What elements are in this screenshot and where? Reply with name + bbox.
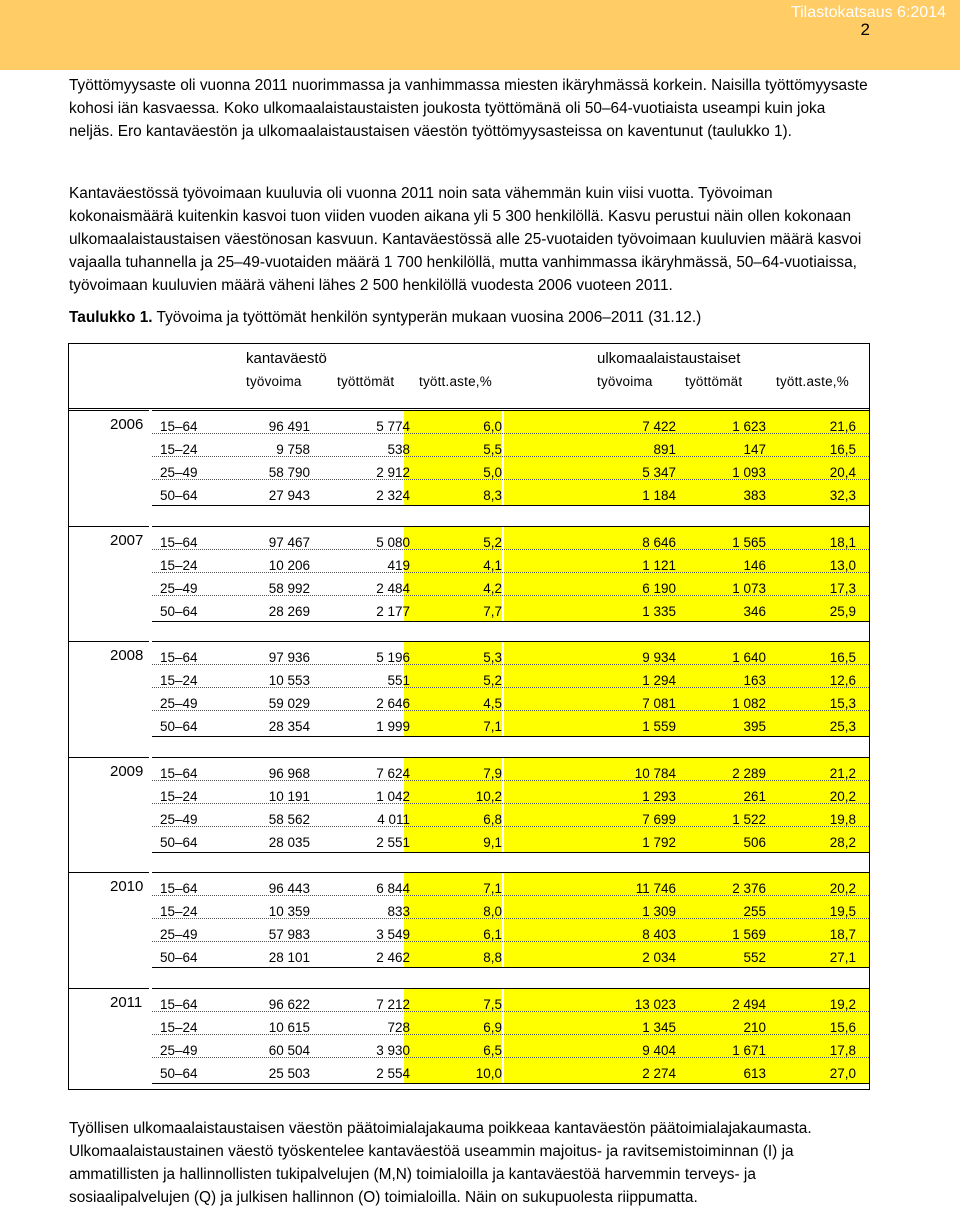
native-unemployed: 7 624 <box>376 766 410 781</box>
foreign-labour-force: 1 121 <box>642 558 676 573</box>
foreign-unemployed: 552 <box>743 950 766 965</box>
foreign-unemployed: 1 093 <box>732 465 766 480</box>
native-unemployed: 2 554 <box>376 1066 410 1081</box>
foreign-labour-force: 1 559 <box>642 719 676 734</box>
foreign-rate: 18,1 <box>829 535 856 550</box>
native-labour-force: 27 943 <box>268 488 310 503</box>
year-rule <box>69 988 149 989</box>
table-caption-text: Työvoima ja työttömät henkilön syntyperän mukaan vuosina 2006–2011 (31.12.) <box>156 309 702 326</box>
foreign-unemployed: 1 082 <box>732 696 766 711</box>
native-unemployed: 728 <box>387 1020 410 1035</box>
foreign-labour-force: 8 646 <box>642 535 676 550</box>
foreign-rate: 20,2 <box>829 789 856 804</box>
foreign-labour-force: 11 746 <box>635 881 676 896</box>
foreign-unemployed: 613 <box>743 1066 766 1081</box>
foreign-rate: 19,5 <box>829 904 856 919</box>
col-header-rate: tyött.aste,% <box>776 374 849 389</box>
foreign-unemployed: 1 522 <box>732 812 766 827</box>
native-labour-force: 96 443 <box>268 881 310 896</box>
year-rule <box>69 757 149 758</box>
foreign-rate: 12,6 <box>829 673 856 688</box>
foreign-unemployed: 1 640 <box>732 650 766 665</box>
year-rule <box>69 641 149 642</box>
native-unemployed: 2 324 <box>376 488 410 503</box>
foreign-labour-force: 9 404 <box>642 1043 676 1058</box>
age-group: 25–49 <box>160 812 198 827</box>
foreign-labour-force: 7 081 <box>642 696 676 711</box>
native-labour-force: 9 758 <box>276 442 310 457</box>
native-rate: 5,2 <box>483 673 502 688</box>
foreign-rate: 17,8 <box>829 1043 856 1058</box>
native-rate: 10,0 <box>475 1066 502 1081</box>
foreign-rate: 27,1 <box>829 950 856 965</box>
header-rule <box>69 408 869 409</box>
foreign-labour-force: 1 345 <box>642 1020 676 1035</box>
age-group: 15–24 <box>160 1020 198 1035</box>
foreign-rate: 19,2 <box>829 997 856 1012</box>
age-group: 50–64 <box>160 488 198 503</box>
native-rate: 8,3 <box>483 488 502 503</box>
age-group: 15–24 <box>160 558 198 573</box>
native-labour-force: 58 790 <box>268 465 310 480</box>
native-rate: 7,5 <box>483 997 502 1012</box>
foreign-rate: 27,0 <box>829 1066 856 1081</box>
age-group: 25–49 <box>160 465 198 480</box>
year-block-top-rule <box>152 410 869 411</box>
foreign-labour-force: 6 190 <box>642 581 676 596</box>
native-rate: 7,1 <box>483 719 502 734</box>
year-label: 2007 <box>110 532 144 549</box>
age-group: 15–24 <box>160 442 198 457</box>
foreign-unemployed: 506 <box>743 835 766 850</box>
foreign-rate: 16,5 <box>829 650 856 665</box>
table-caption <box>69 306 701 330</box>
foreign-labour-force: 8 403 <box>642 927 676 942</box>
native-unemployed: 5 080 <box>376 535 410 550</box>
native-labour-force: 10 359 <box>268 904 310 919</box>
group-header-native: kantaväestö <box>246 350 327 367</box>
foreign-unemployed: 210 <box>743 1020 766 1035</box>
native-labour-force: 57 983 <box>268 927 310 942</box>
foreign-labour-force: 1 309 <box>642 904 676 919</box>
year-block-bottom-rule <box>152 505 869 506</box>
age-group: 25–49 <box>160 696 198 711</box>
year-block-bottom-rule <box>152 852 869 853</box>
native-unemployed: 2 462 <box>376 950 410 965</box>
age-group: 50–64 <box>160 1066 198 1081</box>
native-labour-force: 96 491 <box>268 419 310 434</box>
foreign-labour-force: 2 274 <box>642 1066 676 1081</box>
foreign-rate: 17,3 <box>829 581 856 596</box>
foreign-unemployed: 1 569 <box>732 927 766 942</box>
native-unemployed: 3 549 <box>376 927 410 942</box>
foreign-labour-force: 1 294 <box>642 673 676 688</box>
age-group: 15–64 <box>160 419 198 434</box>
foreign-rate: 21,6 <box>829 419 856 434</box>
age-group: 25–49 <box>160 581 198 596</box>
foreign-unemployed: 1 073 <box>732 581 766 596</box>
age-group: 25–49 <box>160 927 198 942</box>
foreign-rate: 19,8 <box>829 812 856 827</box>
native-unemployed: 1 999 <box>376 719 410 734</box>
native-unemployed: 7 212 <box>376 997 410 1012</box>
native-rate: 5,3 <box>483 650 502 665</box>
native-rate: 6,5 <box>483 1043 502 1058</box>
native-labour-force: 59 029 <box>268 696 310 711</box>
native-unemployed: 2 484 <box>376 581 410 596</box>
age-group: 15–64 <box>160 997 198 1012</box>
native-labour-force: 28 101 <box>268 950 310 965</box>
foreign-rate: 20,4 <box>829 465 856 480</box>
age-group: 50–64 <box>160 719 198 734</box>
foreign-unemployed: 395 <box>743 719 766 734</box>
native-unemployed: 419 <box>387 558 410 573</box>
foreign-labour-force: 1 293 <box>642 789 676 804</box>
age-group: 15–64 <box>160 650 198 665</box>
native-rate: 7,1 <box>483 881 502 896</box>
foreign-labour-force: 2 034 <box>642 950 676 965</box>
native-labour-force: 25 503 <box>268 1066 310 1081</box>
native-unemployed: 5 196 <box>376 650 410 665</box>
paragraph-intro: Työttömyysaste oli vuonna 2011 nuorimmassa ja vanhimmassa miesten ikäryhmässä korkein. Naisilla työttömyysaste kohosi iän kasvaessa. Koko ulkomaalaistaustaisten joukosta työttömänä oli 50–64-vuotiaista useampi kuin joka neljäs. Ero kantaväestön ja ulkomaalaistaustaisen väestön työttömyysasteissa on kaventunut (taulukko 1). <box>69 77 868 140</box>
year-block-bottom-rule <box>152 736 869 737</box>
year-block-bottom-rule <box>152 621 869 622</box>
age-group: 15–64 <box>160 766 198 781</box>
foreign-unemployed: 1 565 <box>732 535 766 550</box>
native-labour-force: 10 191 <box>268 789 310 804</box>
col-header-labour-force: työvoima <box>246 374 302 389</box>
native-labour-force: 10 553 <box>268 673 310 688</box>
year-rule <box>69 410 149 411</box>
year-block-top-rule <box>152 641 869 642</box>
group-header-foreign: ulkomaalaistaustaiset <box>597 350 741 367</box>
native-rate: 8,8 <box>483 950 502 965</box>
foreign-rate: 21,2 <box>829 766 856 781</box>
year-label: 2011 <box>110 994 143 1011</box>
native-unemployed: 2 551 <box>376 835 410 850</box>
foreign-rate: 15,6 <box>829 1020 856 1035</box>
foreign-unemployed: 255 <box>743 904 766 919</box>
foreign-unemployed: 346 <box>743 604 766 619</box>
age-group: 15–64 <box>160 535 198 550</box>
year-label: 2010 <box>110 878 144 895</box>
age-group: 50–64 <box>160 950 198 965</box>
foreign-rate: 32,3 <box>829 488 856 503</box>
col-header-labour-force: työvoima <box>597 374 653 389</box>
foreign-unemployed: 147 <box>743 442 766 457</box>
foreign-rate: 25,3 <box>829 719 856 734</box>
native-labour-force: 96 622 <box>268 997 310 1012</box>
year-label: 2006 <box>110 416 144 433</box>
foreign-rate: 20,2 <box>829 881 856 896</box>
native-rate: 10,2 <box>475 789 502 804</box>
foreign-rate: 13,0 <box>829 558 856 573</box>
foreign-labour-force: 7 422 <box>642 419 676 434</box>
native-unemployed: 2 646 <box>376 696 410 711</box>
col-header-unemployed: työttömät <box>685 374 743 389</box>
paragraph-labour-force: Kantaväestössä työvoimaan kuuluvia oli vuonna 2011 noin sata vähemmän kuin viisi vuotta. Työvoiman kokonaismäärä kuitenkin kasvoi tuon viiden vuoden aikana yli 5 300 henkilöllä. Kasvu perustui näin ollen kokonaan ulkomaalaistaustaisen väestönosan kasvuun. Kantaväestössä alle 25-vuotaiden työvoimaan kuuluvien määrä kasvoi vajaalla tuhannella ja 25–49-vuotaiden määrä 1 700 henkilöllä, mutta vanhimmassa ikäryhmässä, 50–64-vuotiaissa, työvoimaan kuuluvien määrä väheni lähes 2 500 henkilöllä vuodesta 2006 vuoteen 2011. <box>69 185 862 294</box>
year-rule <box>69 872 149 873</box>
native-labour-force: 96 968 <box>268 766 310 781</box>
foreign-rate: 28,2 <box>829 835 856 850</box>
age-group: 50–64 <box>160 835 198 850</box>
age-group: 25–49 <box>160 1043 198 1058</box>
age-group: 15–64 <box>160 881 198 896</box>
native-unemployed: 833 <box>387 904 410 919</box>
native-unemployed: 1 042 <box>376 789 410 804</box>
foreign-labour-force: 13 023 <box>634 997 676 1012</box>
age-group: 15–24 <box>160 789 198 804</box>
year-rule <box>69 526 149 527</box>
year-block-bottom-rule <box>152 1083 869 1084</box>
table-caption-label: Taulukko 1. <box>69 309 153 326</box>
native-rate: 8,0 <box>483 904 502 919</box>
native-labour-force: 10 206 <box>268 558 310 573</box>
foreign-labour-force: 10 784 <box>634 766 676 781</box>
native-unemployed: 6 844 <box>376 881 410 896</box>
year-block-top-rule <box>152 757 869 758</box>
foreign-labour-force: 1 184 <box>642 488 676 503</box>
native-unemployed: 3 930 <box>376 1043 410 1058</box>
paragraph-industries: Työllisen ulkomaalaistaustaisen väestön päätoimialajakauma poikkeaa kantaväestön päätoimialajakaumasta. Ulkomaalaistaustainen väestö työskentelee kantaväestöä useammin majoitus- ja ravitsemistoiminnan (I) ja ammatillisten ja hallinnollisten tukipalvelujen (M,N) toimialoilla ja kantaväestöä harvemmin terveys- ja sosiaalipalvelujen (Q) ja julkisen hallinnon (O) toimialoilla. Näin on sukupuolesta riippumatta. <box>69 1120 812 1206</box>
foreign-unemployed: 383 <box>743 488 766 503</box>
year-block-top-rule <box>152 526 869 527</box>
col-header-rate: tyött.aste,% <box>419 374 492 389</box>
native-labour-force: 28 269 <box>268 604 310 619</box>
year-label: 2008 <box>110 647 144 664</box>
foreign-unemployed: 2 289 <box>732 766 766 781</box>
foreign-labour-force: 9 934 <box>642 650 676 665</box>
foreign-unemployed: 2 494 <box>732 997 766 1012</box>
foreign-unemployed: 163 <box>743 673 766 688</box>
native-rate: 6,9 <box>483 1020 502 1035</box>
native-labour-force: 28 354 <box>268 719 310 734</box>
native-rate: 5,2 <box>483 535 502 550</box>
foreign-labour-force: 1 792 <box>642 835 676 850</box>
native-labour-force: 97 936 <box>268 650 310 665</box>
native-rate: 4,5 <box>483 696 502 711</box>
native-rate: 7,7 <box>483 604 502 619</box>
year-block-top-rule <box>152 988 869 989</box>
year-label: 2009 <box>110 763 144 780</box>
native-unemployed: 2 912 <box>376 465 410 480</box>
foreign-rate: 25,9 <box>829 604 856 619</box>
native-labour-force: 97 467 <box>268 535 310 550</box>
native-rate: 9,1 <box>483 835 502 850</box>
foreign-rate: 18,7 <box>829 927 856 942</box>
native-labour-force: 58 562 <box>268 812 310 827</box>
foreign-labour-force: 1 335 <box>642 604 676 619</box>
native-unemployed: 551 <box>387 673 410 688</box>
age-group: 50–64 <box>160 604 198 619</box>
native-rate: 4,1 <box>483 558 502 573</box>
foreign-rate: 15,3 <box>829 696 856 711</box>
foreign-unemployed: 1 671 <box>732 1043 766 1058</box>
foreign-rate: 16,5 <box>829 442 856 457</box>
native-rate: 5,0 <box>483 465 502 480</box>
native-unemployed: 538 <box>387 442 410 457</box>
native-rate: 4,2 <box>483 581 502 596</box>
native-labour-force: 28 035 <box>268 835 310 850</box>
year-block-bottom-rule <box>152 967 869 968</box>
native-rate: 6,1 <box>483 927 502 942</box>
age-group: 15–24 <box>160 904 198 919</box>
page-number: 2 <box>860 20 870 39</box>
native-rate: 6,8 <box>483 812 502 827</box>
foreign-unemployed: 1 623 <box>732 419 766 434</box>
native-unemployed: 4 011 <box>377 812 410 827</box>
native-labour-force: 60 504 <box>268 1043 310 1058</box>
native-labour-force: 10 615 <box>268 1020 310 1035</box>
native-unemployed: 2 177 <box>376 604 410 619</box>
native-labour-force: 58 992 <box>268 581 310 596</box>
foreign-unemployed: 146 <box>743 558 766 573</box>
foreign-unemployed: 2 376 <box>732 881 766 896</box>
native-rate: 7,9 <box>483 766 502 781</box>
foreign-labour-force: 5 347 <box>642 465 676 480</box>
native-rate: 6,0 <box>483 419 502 434</box>
publication-title: Tilastokatsaus 6:2014 <box>790 4 946 21</box>
native-rate: 5,5 <box>483 442 502 457</box>
foreign-labour-force: 891 <box>653 442 676 457</box>
native-unemployed: 5 774 <box>376 419 410 434</box>
foreign-labour-force: 7 699 <box>642 812 676 827</box>
foreign-unemployed: 261 <box>743 789 766 804</box>
year-block-top-rule <box>152 872 869 873</box>
col-header-unemployed: työttömät <box>337 374 395 389</box>
age-group: 15–24 <box>160 673 198 688</box>
